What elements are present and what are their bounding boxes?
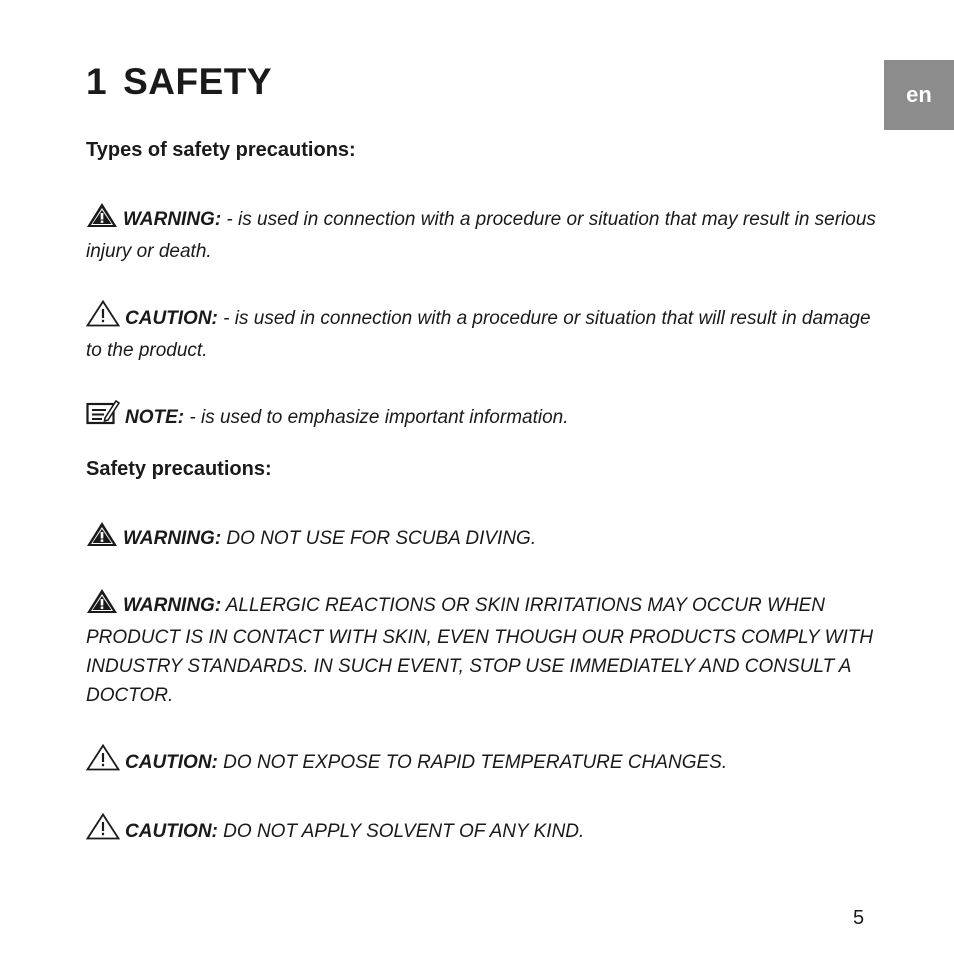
precaution-caution-temperature	[86, 744, 876, 780]
precaution-text: DO NOT EXPOSE TO RAPID TEMPERATURE CHANGES.	[217, 752, 728, 773]
type-warning-label: WARNING:	[123, 209, 222, 230]
precaution-text: ALLERGIC REACTIONS OR SKIN IRRITATIONS MAY OCCUR WHEN PRODUCT IS IN CONTACT WITH SKIN, EVEN THOUGH OUR PRODUCTS COMPLY WITH INDUSTRY STANDARDS. IN SUCH EVENT, STOP USE IMMEDIATELY AND CONSULT A DOCTOR.	[86, 595, 874, 706]
precaution-label: WARNING:	[123, 528, 222, 549]
precaution-text: DO NOT USE FOR SCUBA DIVING.	[221, 528, 537, 549]
warning-filled-icon	[86, 521, 118, 556]
type-note-entry	[86, 398, 876, 435]
types-heading: Types of safety precautions:	[86, 139, 356, 161]
type-caution-text: - is used in connection with a procedure or situation that will result in damage to the product.	[86, 308, 871, 361]
page-number: 5	[853, 907, 865, 929]
precaution-caution-solvent	[86, 813, 876, 849]
type-warning-text: - is used in connection with a procedure or situation that may result in serious injury or death.	[86, 209, 876, 262]
note-icon	[86, 398, 120, 435]
caution-outline-icon	[86, 300, 120, 336]
precaution-text: DO NOT APPLY SOLVENT OF ANY KIND.	[217, 821, 585, 842]
type-warning-entry	[86, 202, 876, 266]
language-tab: en	[884, 60, 954, 130]
type-caution-label: CAUTION:	[125, 308, 218, 329]
chapter-number: 1	[86, 61, 108, 102]
precautions-heading: Safety precautions:	[86, 458, 272, 480]
precaution-warning-allergy	[86, 588, 876, 710]
precaution-label: WARNING:	[123, 595, 222, 616]
caution-outline-icon	[86, 813, 120, 849]
warning-filled-icon	[86, 202, 118, 237]
precaution-label: CAUTION:	[125, 821, 218, 842]
caution-outline-icon	[86, 744, 120, 780]
warning-filled-icon	[86, 588, 118, 623]
chapter-title: SAFETY	[123, 61, 273, 102]
precaution-warning-scuba	[86, 521, 876, 556]
type-note-label: NOTE:	[125, 407, 185, 428]
page-title	[86, 58, 272, 106]
type-note-text: - is used to emphasize important information.	[184, 407, 569, 428]
type-caution-entry	[86, 300, 876, 365]
precaution-label: CAUTION:	[125, 752, 218, 773]
